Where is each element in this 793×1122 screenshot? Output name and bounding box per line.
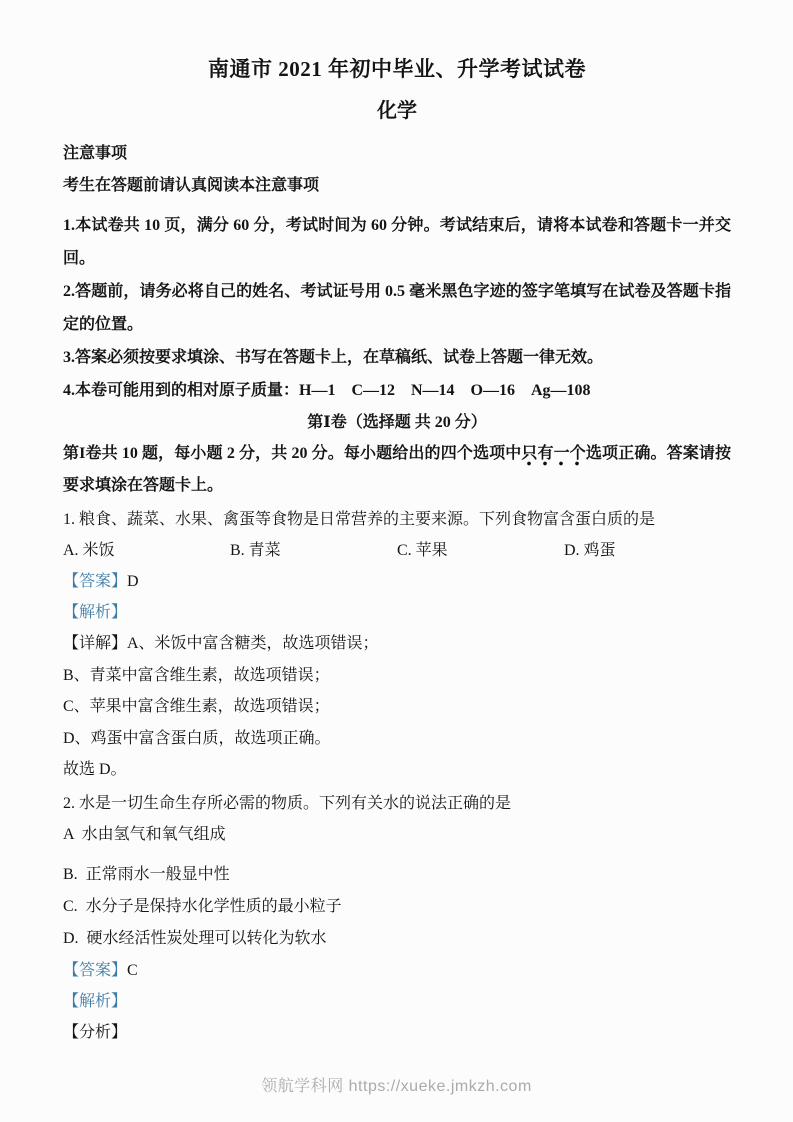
section1-intro-prefix: 第I卷共 10 题，每小题 2 分，共 20 分。每小题给出的四个选项中 [63, 445, 522, 462]
question-2-stem: 2. 水是一切生命生存所必需的物质。下列有关水的说法正确的是 [63, 794, 512, 812]
analysis-label: 【解析】 [63, 604, 128, 621]
question-1 [63, 502, 731, 786]
question-1-detail-line-3: C、苹果中富含维生素，故选项错误； [63, 698, 330, 715]
watermark: 领航学科网 https://xueke.jmkzh.com [261, 1078, 532, 1095]
answer-label: 【答案】 [63, 961, 128, 979]
question-1-answer-value: D [127, 573, 139, 590]
question-1-detail-line-4: D、鸡蛋中富含蛋白质，故选项正确。 [63, 729, 331, 747]
section1-intro-suffix: 选项正确。答案请按要求填涂在答题卡上。 [63, 445, 731, 494]
question-2-analysis-line [63, 986, 731, 1017]
question-2-answer-line [63, 955, 731, 986]
question-1-option-a: A. 米饭 [63, 542, 115, 559]
question-1-option-c: C. 苹果 [397, 542, 448, 559]
notice-subheading: 考生在答题前请认真阅读本注意事项 [63, 177, 320, 194]
question-1-analysis-line [63, 597, 731, 628]
notice-item-4: 4.本卷可能用到的相对原子质量：H—1 C—12 N—14 O—16 Ag—108 [63, 382, 591, 399]
question-1-answer-line [63, 566, 731, 597]
notice-heading: 注意事项 [63, 145, 128, 162]
notice-item-3: 3.答案必须按要求填涂、书写在答题卡上，在草稿纸、试卷上答题一律无效。 [63, 349, 604, 366]
analysis-label: 【解析】 [63, 992, 128, 1010]
paper-title: 南通市 2021 年初中毕业、升学考试试卷 [208, 57, 586, 81]
section1-heading: 第Ⅰ卷（选择题 共 20 分） [307, 414, 487, 431]
paper-subject: 化学 [377, 100, 417, 122]
question-2-option-a: A 水由氢气和氧气组成 [63, 825, 226, 843]
section1-intro [63, 438, 731, 502]
question-2-fenxi-line [63, 1017, 731, 1048]
question-1-detail-line-1: 【详解】A、米饭中富含糖类，故选项错误； [63, 635, 379, 652]
fenxi-label: 【分析】 [63, 1023, 128, 1041]
question-1-detail-line-2: B、青菜中富含维生素，故选项错误； [63, 666, 330, 684]
answer-label: 【答案】 [63, 573, 128, 590]
question-1-stem: 1. 粮食、蔬菜、水果、禽蛋等食物是日常营养的主要来源。下列食物富含蛋白质的是 [63, 511, 656, 528]
question-1-options [63, 535, 731, 566]
question-2 [63, 786, 731, 1048]
question-2-answer-value: C [127, 961, 138, 979]
question-1-option-b: B. 青菜 [230, 542, 281, 559]
question-2-option-c: C. 水分子是保持水化学性质的最小粒子 [63, 897, 342, 915]
section1-intro-emphasized: 只有一个 [521, 445, 586, 467]
question-1-conclusion: 故选 D。 [63, 761, 127, 778]
question-1-option-d: D. 鸡蛋 [564, 542, 616, 559]
notice-list [63, 209, 731, 407]
question-2-option-b: B. 正常雨水一般显中性 [63, 865, 230, 883]
question-2-option-d: D. 硬水经活性炭处理可以转化为软水 [63, 929, 327, 947]
notice-item-2: 2.答题前，请务必将自己的姓名、考试证号用 0.5 毫米黑色字迹的签字笔填写在试卷及答题卡指定的位置。 [63, 283, 731, 333]
notice-item-1: 1.本试卷共 10 页，满分 60 分，考试时间为 60 分钟。考试结束后，请将本试卷和答题卡一并交回。 [63, 217, 731, 267]
